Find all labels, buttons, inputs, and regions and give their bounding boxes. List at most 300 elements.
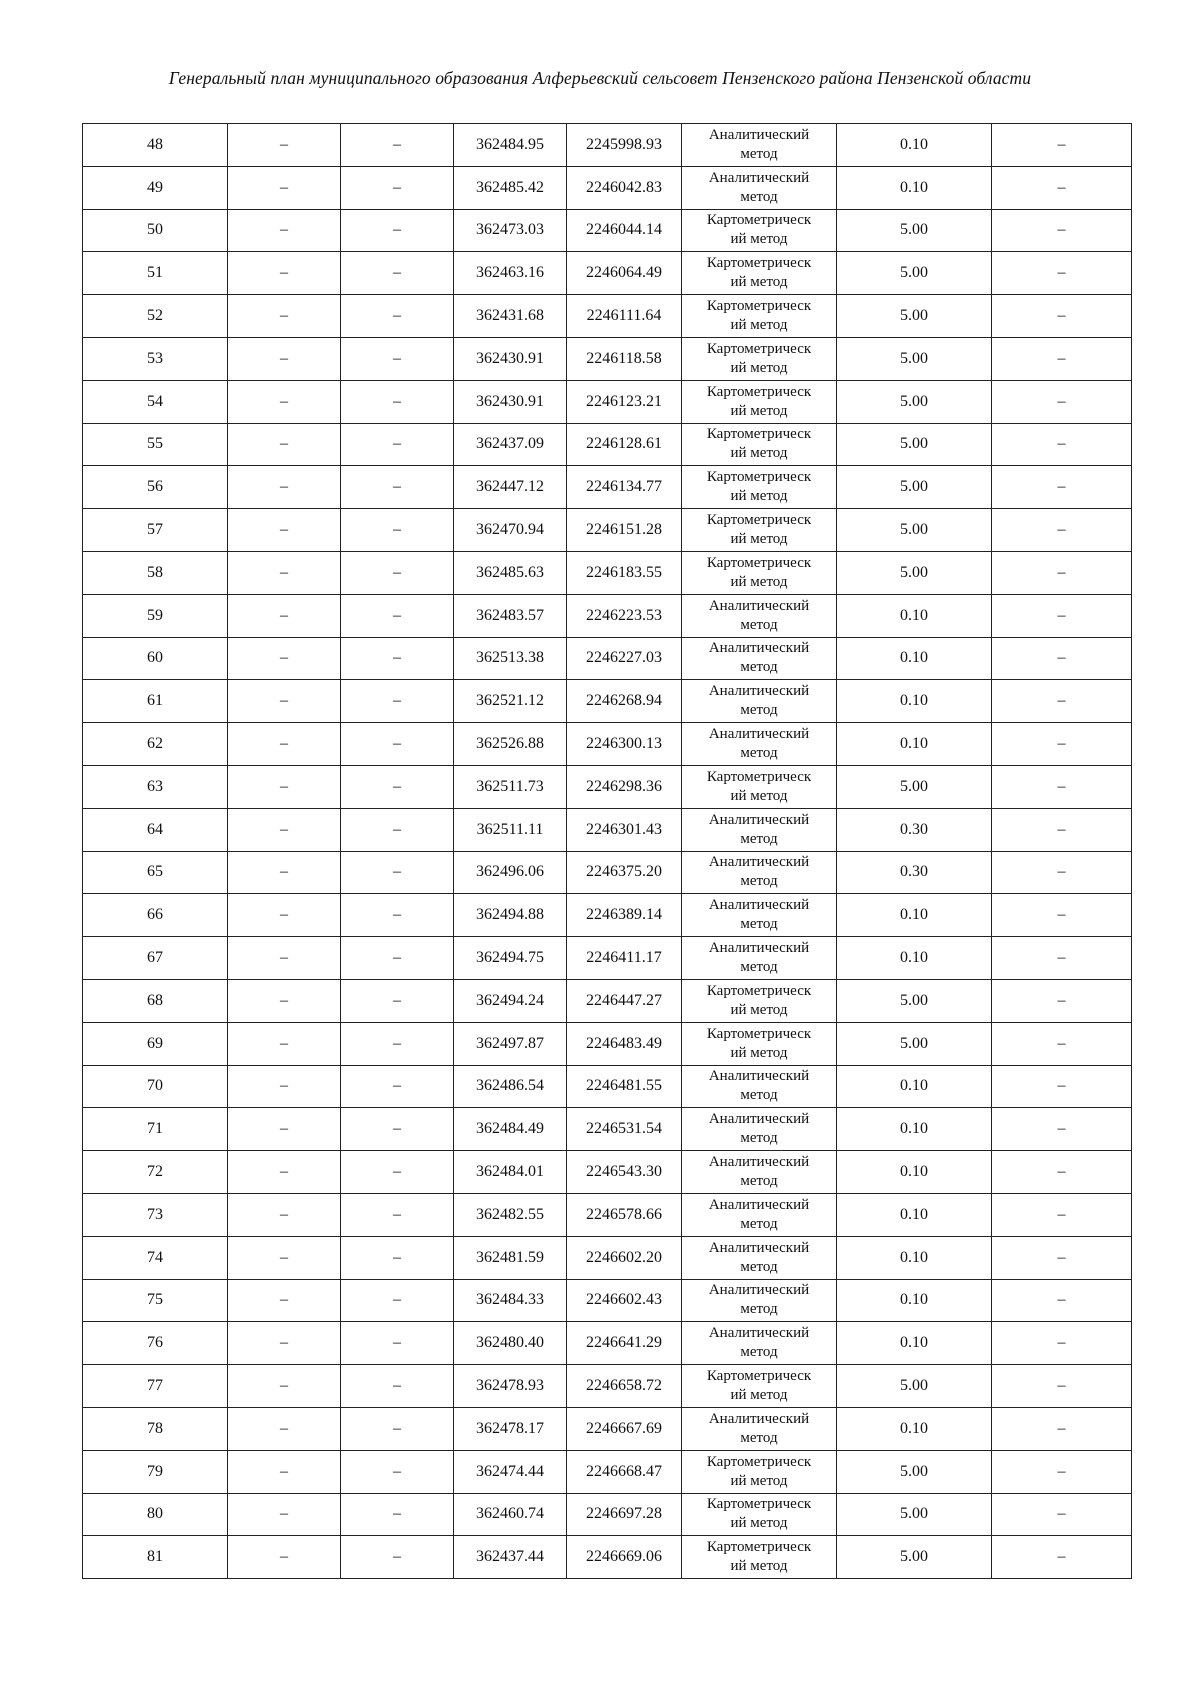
accuracy-cell: 0.10 [837,1065,992,1108]
note-cell: – [992,466,1132,509]
method-text-line: метод [740,188,778,205]
note-cell: – [992,1151,1132,1194]
method-text-line: Аналитический [708,1196,810,1213]
method-cell [682,1450,837,1493]
accuracy-cell: 0.10 [837,1407,992,1450]
point-number-cell: 63 [83,765,228,808]
x-coordinate-cell: 362511.73 [454,765,567,808]
method-text-line: Картометрическ [706,426,812,443]
table-row [83,1236,1132,1279]
x-coordinate-cell: 362485.42 [454,166,567,209]
old-x-cell: – [228,937,341,980]
table-row [83,1536,1132,1579]
old-x-cell: – [228,551,341,594]
table-row [83,1450,1132,1493]
accuracy-cell: 0.10 [837,1193,992,1236]
y-coordinate-cell: 2246044.14 [567,209,682,252]
old-x-cell: – [228,1536,341,1579]
method-cell [682,380,837,423]
table-row [83,894,1132,937]
method-text-line: метод [740,916,778,933]
old-x-cell: – [228,466,341,509]
method-text-line: метод [740,830,778,847]
accuracy-cell: 0.10 [837,680,992,723]
method-text-line: ий метод [730,787,788,804]
method-text-line: ий метод [730,231,788,248]
accuracy-cell: 5.00 [837,765,992,808]
method-cell [682,124,837,167]
table-row [83,423,1132,466]
method-cell [682,851,837,894]
x-coordinate-cell: 362521.12 [454,680,567,723]
x-coordinate-cell: 362478.93 [454,1365,567,1408]
point-number-cell: 81 [83,1536,228,1579]
accuracy-cell: 5.00 [837,295,992,338]
old-y-cell: – [341,979,454,1022]
accuracy-cell: 0.10 [837,637,992,680]
note-cell: – [992,808,1132,851]
note-cell: – [992,295,1132,338]
old-y-cell: – [341,124,454,167]
old-x-cell: – [228,1365,341,1408]
point-number-cell: 57 [83,509,228,552]
method-text-line: метод [740,1258,778,1275]
old-y-cell: – [341,466,454,509]
accuracy-cell: 5.00 [837,1022,992,1065]
method-cell [682,808,837,851]
accuracy-cell: 0.10 [837,723,992,766]
point-number-cell: 69 [83,1022,228,1065]
y-coordinate-cell: 2246118.58 [567,337,682,380]
method-cell [682,1536,837,1579]
point-number-cell: 59 [83,594,228,637]
table-row [83,1365,1132,1408]
point-number-cell: 64 [83,808,228,851]
table-row [83,1407,1132,1450]
method-cell [682,295,837,338]
old-x-cell: – [228,337,341,380]
y-coordinate-cell: 2246064.49 [567,252,682,295]
table-row [83,337,1132,380]
method-cell [682,551,837,594]
accuracy-cell: 0.10 [837,1279,992,1322]
accuracy-cell: 0.10 [837,937,992,980]
old-x-cell: – [228,1450,341,1493]
old-x-cell: – [228,1151,341,1194]
accuracy-cell: 0.10 [837,594,992,637]
old-x-cell: – [228,637,341,680]
note-cell: – [992,894,1132,937]
x-coordinate-cell: 362494.75 [454,937,567,980]
note-cell: – [992,380,1132,423]
x-coordinate-cell: 362480.40 [454,1322,567,1365]
y-coordinate-cell: 2246481.55 [567,1065,682,1108]
table-row [83,1279,1132,1322]
old-y-cell: – [341,295,454,338]
method-text-line: Аналитический [708,169,810,186]
old-y-cell: – [341,765,454,808]
old-x-cell: – [228,1493,341,1536]
method-cell [682,594,837,637]
old-y-cell: – [341,1065,454,1108]
accuracy-cell: 0.30 [837,851,992,894]
method-text-line: Картометрическ [706,212,812,229]
y-coordinate-cell: 2246134.77 [567,466,682,509]
method-text-line: ий метод [730,274,788,291]
old-y-cell: – [341,1493,454,1536]
y-coordinate-cell: 2246300.13 [567,723,682,766]
point-number-cell: 72 [83,1151,228,1194]
old-y-cell: – [341,1193,454,1236]
accuracy-cell: 0.10 [837,1236,992,1279]
method-text-line: Картометрическ [706,340,812,357]
note-cell: – [992,124,1132,167]
x-coordinate-cell: 362481.59 [454,1236,567,1279]
y-coordinate-cell: 2246483.49 [567,1022,682,1065]
point-number-cell: 75 [83,1279,228,1322]
accuracy-cell: 5.00 [837,380,992,423]
accuracy-cell: 0.10 [837,1108,992,1151]
note-cell: – [992,765,1132,808]
x-coordinate-cell: 362484.33 [454,1279,567,1322]
method-text-line: ий метод [730,402,788,419]
point-number-cell: 51 [83,252,228,295]
y-coordinate-cell: 2246411.17 [567,937,682,980]
accuracy-cell: 5.00 [837,252,992,295]
old-y-cell: – [341,551,454,594]
note-cell: – [992,1065,1132,1108]
point-number-cell: 77 [83,1365,228,1408]
y-coordinate-cell: 2246375.20 [567,851,682,894]
x-coordinate-cell: 362430.91 [454,337,567,380]
point-number-cell: 52 [83,295,228,338]
accuracy-cell: 0.30 [837,808,992,851]
old-x-cell: – [228,1108,341,1151]
old-y-cell: – [341,252,454,295]
method-text-line: метод [740,145,778,162]
old-x-cell: – [228,423,341,466]
y-coordinate-cell: 2246658.72 [567,1365,682,1408]
method-cell [682,1493,837,1536]
old-y-cell: – [341,1365,454,1408]
method-cell [682,1236,837,1279]
y-coordinate-cell: 2246668.47 [567,1450,682,1493]
table-row [83,1322,1132,1365]
note-cell: – [992,337,1132,380]
y-coordinate-cell: 2246128.61 [567,423,682,466]
method-text-line: Аналитический [708,1154,810,1171]
x-coordinate-cell: 362482.55 [454,1193,567,1236]
x-coordinate-cell: 362431.68 [454,295,567,338]
note-cell: – [992,594,1132,637]
old-x-cell: – [228,295,341,338]
old-x-cell: – [228,166,341,209]
method-text-line: метод [740,1344,778,1361]
method-text-line: метод [740,745,778,762]
y-coordinate-cell: 2246602.20 [567,1236,682,1279]
old-y-cell: – [341,1279,454,1322]
y-coordinate-cell: 2246268.94 [567,680,682,723]
note-cell: – [992,1022,1132,1065]
note-cell: – [992,851,1132,894]
method-text-line: Картометрическ [706,1453,812,1470]
method-cell [682,765,837,808]
note-cell: – [992,551,1132,594]
accuracy-cell: 0.10 [837,1151,992,1194]
x-coordinate-cell: 362494.24 [454,979,567,1022]
method-text-line: Картометрическ [706,982,812,999]
x-coordinate-cell: 362473.03 [454,209,567,252]
x-coordinate-cell: 362511.11 [454,808,567,851]
old-y-cell: – [341,851,454,894]
method-text-line: Аналитический [708,726,810,743]
note-cell: – [992,1279,1132,1322]
point-number-cell: 49 [83,166,228,209]
old-y-cell: – [341,680,454,723]
x-coordinate-cell: 362463.16 [454,252,567,295]
point-number-cell: 79 [83,1450,228,1493]
method-text-line: Аналитический [708,1239,810,1256]
method-cell [682,1407,837,1450]
method-text-line: метод [740,1130,778,1147]
coordinates-table [82,123,1132,1579]
method-text-line: метод [740,1301,778,1318]
y-coordinate-cell: 2246447.27 [567,979,682,1022]
old-y-cell: – [341,937,454,980]
method-cell [682,1193,837,1236]
table-row [83,680,1132,723]
table-row [83,209,1132,252]
x-coordinate-cell: 362474.44 [454,1450,567,1493]
old-x-cell: – [228,1193,341,1236]
table-row [83,594,1132,637]
old-x-cell: – [228,1322,341,1365]
note-cell: – [992,1322,1132,1365]
accuracy-cell: 5.00 [837,979,992,1022]
method-text-line: ий метод [730,488,788,505]
x-coordinate-cell: 362437.44 [454,1536,567,1579]
point-number-cell: 50 [83,209,228,252]
y-coordinate-cell: 2246042.83 [567,166,682,209]
point-number-cell: 76 [83,1322,228,1365]
table-row [83,295,1132,338]
method-text-line: Аналитический [708,1282,810,1299]
method-cell [682,166,837,209]
method-text-line: Картометрическ [706,554,812,571]
method-text-line: ий метод [730,1044,788,1061]
method-text-line: метод [740,659,778,676]
old-y-cell: – [341,1236,454,1279]
accuracy-cell: 5.00 [837,209,992,252]
method-text-line: ий метод [730,1472,788,1489]
point-number-cell: 74 [83,1236,228,1279]
old-y-cell: – [341,509,454,552]
method-cell [682,1022,837,1065]
note-cell: – [992,680,1132,723]
method-text-line: Картометрическ [706,255,812,272]
coordinates-table-body [83,124,1132,1579]
note-cell: – [992,723,1132,766]
y-coordinate-cell: 2246123.21 [567,380,682,423]
method-cell [682,337,837,380]
method-text-line: метод [740,1087,778,1104]
old-x-cell: – [228,808,341,851]
method-cell [682,637,837,680]
x-coordinate-cell: 362430.91 [454,380,567,423]
note-cell: – [992,1108,1132,1151]
table-row [83,1193,1132,1236]
method-cell [682,1322,837,1365]
method-cell [682,1151,837,1194]
note-cell: – [992,979,1132,1022]
point-number-cell: 54 [83,380,228,423]
method-cell [682,209,837,252]
point-number-cell: 78 [83,1407,228,1450]
table-row [83,765,1132,808]
old-x-cell: – [228,594,341,637]
method-text-line: Картометрическ [706,1496,812,1513]
point-number-cell: 71 [83,1108,228,1151]
method-text-line: Картометрическ [706,1025,812,1042]
y-coordinate-cell: 2246151.28 [567,509,682,552]
table-row [83,551,1132,594]
x-coordinate-cell: 362484.49 [454,1108,567,1151]
note-cell: – [992,423,1132,466]
table-row [83,1065,1132,1108]
x-coordinate-cell: 362526.88 [454,723,567,766]
point-number-cell: 62 [83,723,228,766]
table-row [83,124,1132,167]
y-coordinate-cell: 2246697.28 [567,1493,682,1536]
method-text-line: Аналитический [708,1111,810,1128]
method-text-line: ий метод [730,445,788,462]
method-text-line: Аналитический [708,940,810,957]
y-coordinate-cell: 2246669.06 [567,1536,682,1579]
method-text-line: Аналитический [708,640,810,657]
old-x-cell: – [228,124,341,167]
old-x-cell: – [228,723,341,766]
y-coordinate-cell: 2246111.64 [567,295,682,338]
old-y-cell: – [341,1536,454,1579]
table-row [83,380,1132,423]
x-coordinate-cell: 362484.95 [454,124,567,167]
table-row [83,1493,1132,1536]
x-coordinate-cell: 362496.06 [454,851,567,894]
old-x-cell: – [228,1279,341,1322]
method-text-line: метод [740,616,778,633]
method-text-line: метод [740,873,778,890]
x-coordinate-cell: 362497.87 [454,1022,567,1065]
y-coordinate-cell: 2246298.36 [567,765,682,808]
old-y-cell: – [341,1450,454,1493]
old-x-cell: – [228,509,341,552]
accuracy-cell: 5.00 [837,466,992,509]
old-x-cell: – [228,851,341,894]
x-coordinate-cell: 362470.94 [454,509,567,552]
table-row [83,509,1132,552]
method-text-line: ий метод [730,1001,788,1018]
accuracy-cell: 0.10 [837,124,992,167]
table-row [83,1151,1132,1194]
accuracy-cell: 5.00 [837,423,992,466]
old-x-cell: – [228,765,341,808]
accuracy-cell: 5.00 [837,509,992,552]
old-y-cell: – [341,1407,454,1450]
method-text-line: ий метод [730,359,788,376]
x-coordinate-cell: 362478.17 [454,1407,567,1450]
accuracy-cell: 0.10 [837,166,992,209]
method-cell [682,466,837,509]
method-text-line: Картометрическ [706,1368,812,1384]
point-number-cell: 67 [83,937,228,980]
method-text-line: метод [740,1173,778,1190]
y-coordinate-cell: 2246531.54 [567,1108,682,1151]
old-x-cell: – [228,1236,341,1279]
old-x-cell: – [228,1407,341,1450]
point-number-cell: 55 [83,423,228,466]
accuracy-cell: 5.00 [837,1450,992,1493]
point-number-cell: 68 [83,979,228,1022]
note-cell: – [992,166,1132,209]
point-number-cell: 61 [83,680,228,723]
method-cell [682,1108,837,1151]
y-coordinate-cell: 2246667.69 [567,1407,682,1450]
y-coordinate-cell: 2246183.55 [567,551,682,594]
page-header-title: Генеральный план муниципального образования Алферьевский сельсовет Пензенского района Пензенской области [168,68,1032,88]
method-text-line: метод [740,1429,778,1446]
note-cell: – [992,1193,1132,1236]
note-cell: – [992,1493,1132,1536]
method-text-line: Картометрическ [706,383,812,400]
old-y-cell: – [341,337,454,380]
method-text-line: ий метод [730,317,788,334]
old-x-cell: – [228,680,341,723]
old-y-cell: – [341,1151,454,1194]
note-cell: – [992,1407,1132,1450]
old-x-cell: – [228,979,341,1022]
x-coordinate-cell: 362460.74 [454,1493,567,1536]
accuracy-cell: 5.00 [837,1536,992,1579]
table-row [83,1022,1132,1065]
accuracy-cell: 5.00 [837,1365,992,1408]
y-coordinate-cell: 2246389.14 [567,894,682,937]
note-cell: – [992,1236,1132,1279]
table-row [83,851,1132,894]
x-coordinate-cell: 362486.54 [454,1065,567,1108]
old-y-cell: – [341,594,454,637]
method-cell [682,723,837,766]
point-number-cell: 66 [83,894,228,937]
old-x-cell: – [228,380,341,423]
note-cell: – [992,637,1132,680]
method-text-line: Картометрическ [706,768,812,785]
x-coordinate-cell: 362437.09 [454,423,567,466]
point-number-cell: 53 [83,337,228,380]
y-coordinate-cell: 2246223.53 [567,594,682,637]
accuracy-cell: 5.00 [837,551,992,594]
x-coordinate-cell: 362485.63 [454,551,567,594]
note-cell: – [992,1536,1132,1579]
note-cell: – [992,509,1132,552]
method-text-line: Аналитический [708,126,810,143]
method-text-line: Картометрическ [706,1539,812,1556]
accuracy-cell: 5.00 [837,337,992,380]
method-cell [682,509,837,552]
old-y-cell: – [341,209,454,252]
y-coordinate-cell: 2246641.29 [567,1322,682,1365]
method-cell [682,1365,837,1408]
point-number-cell: 56 [83,466,228,509]
